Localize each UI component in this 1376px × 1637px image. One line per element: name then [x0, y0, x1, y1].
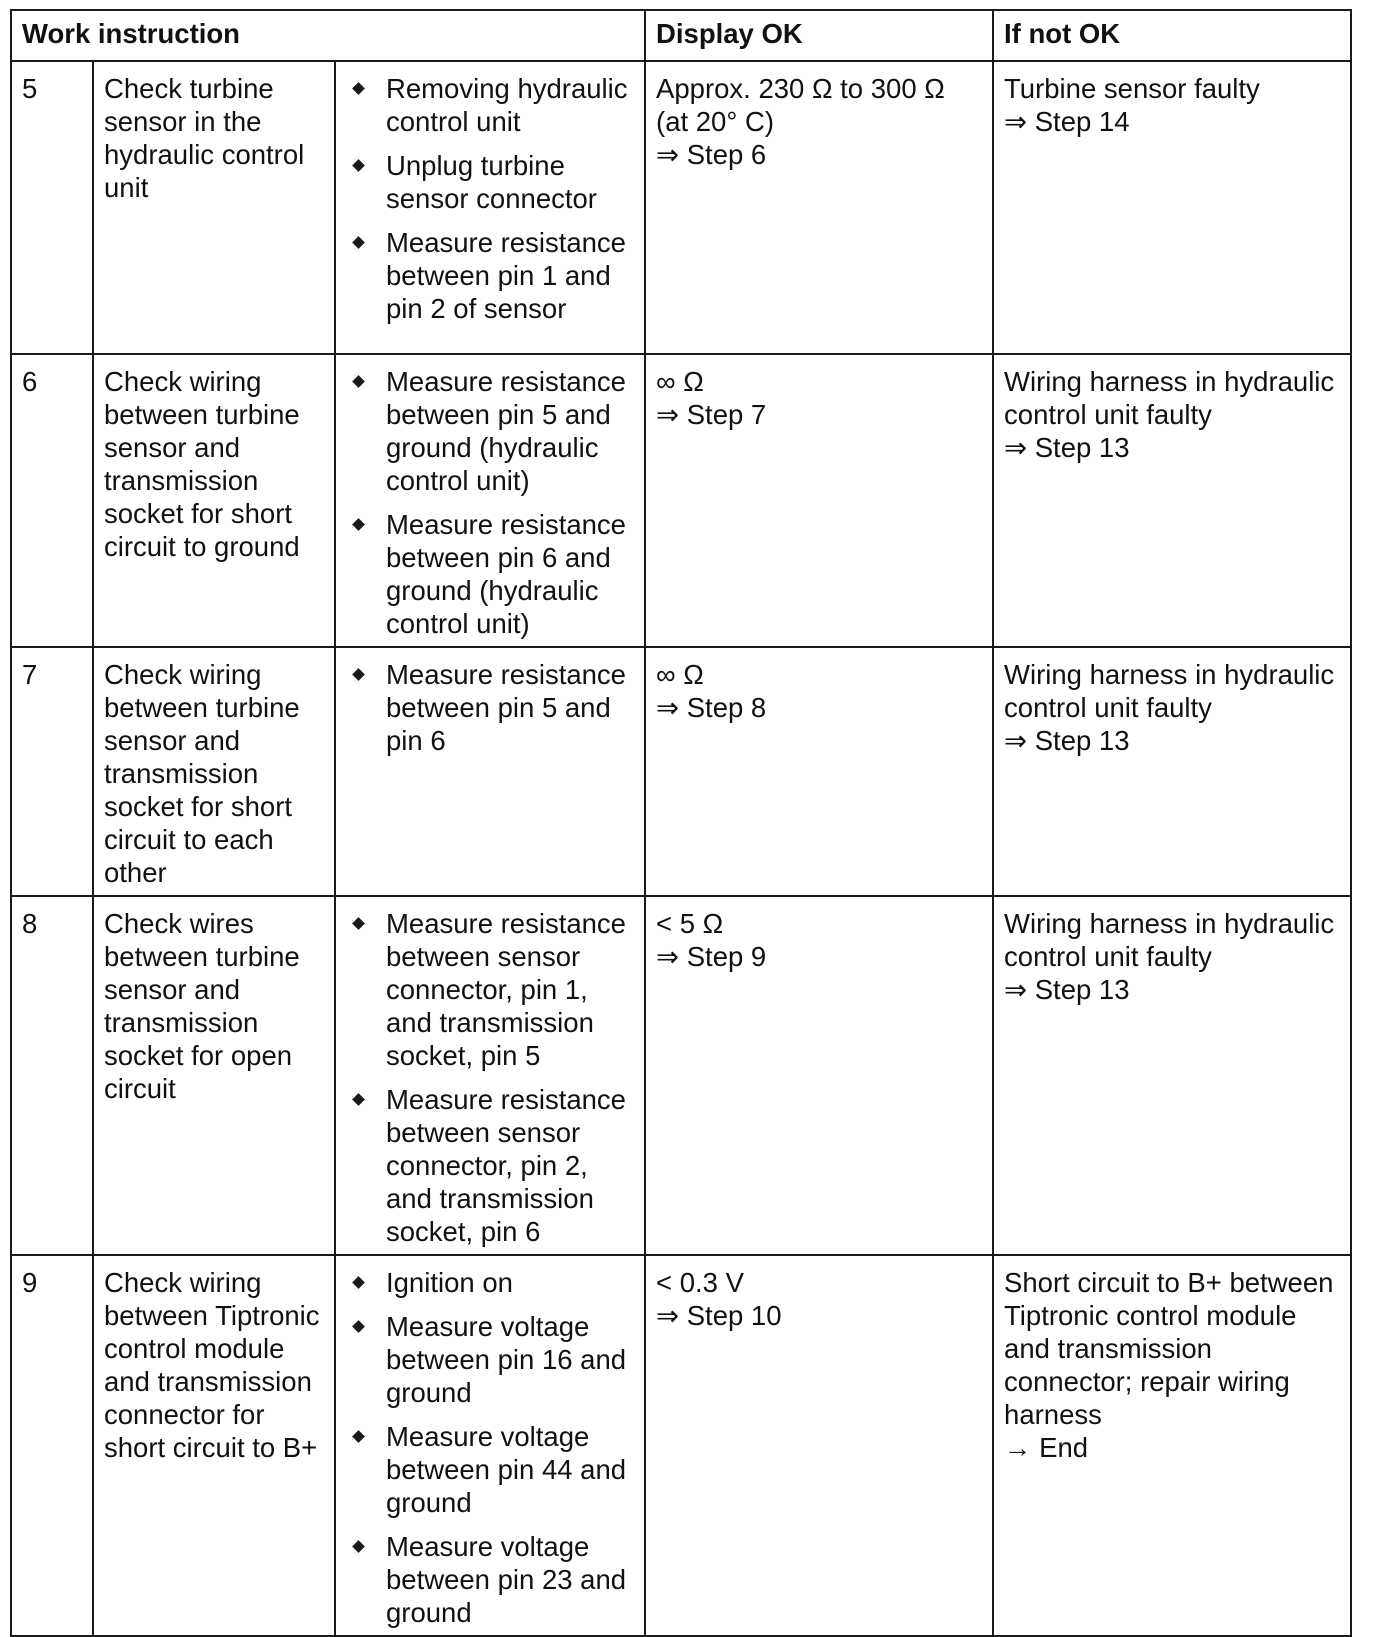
instruction-list [346, 1266, 634, 1629]
header-display-ok: Display OK [645, 10, 993, 61]
diamond-bullet-icon [352, 82, 365, 95]
step-number: 5 [11, 61, 93, 354]
instruction-list-cell [335, 647, 645, 896]
table-row [11, 896, 1351, 1255]
not-ok-next-step: → End [1004, 1432, 1089, 1463]
not-ok-cell [993, 354, 1351, 647]
ok-next-step: ⇒ Step 10 [656, 1300, 782, 1331]
step-number: 9 [11, 1255, 93, 1636]
diamond-bullet-icon [352, 518, 365, 531]
instruction-list [346, 72, 634, 325]
ok-value: ∞ Ω [656, 659, 704, 690]
header-row [11, 10, 1351, 61]
not-ok-next-step: ⇒ Step 13 [1004, 725, 1130, 756]
ok-value: Approx. 230 Ω to 300 Ω (at 20° C) [656, 73, 945, 137]
not-ok-cell [993, 61, 1351, 354]
list-item: Measure resistance between sensor connector, pin 1, and transmission socket, pin 5 [346, 907, 634, 1072]
display-ok-cell [645, 896, 993, 1255]
ok-next-step: ⇒ Step 6 [656, 139, 767, 170]
step-number: 7 [11, 647, 93, 896]
header-if-not-ok: If not OK [993, 10, 1351, 61]
check-description: Check wiring between Tiptronic control module and transmission connector for short circuit to B+ [93, 1255, 335, 1636]
diamond-bullet-icon [352, 668, 365, 681]
diamond-bullet-icon [352, 1276, 365, 1289]
check-description: Check wiring between turbine sensor and transmission socket for short circuit to ground [93, 354, 335, 647]
instruction-list-cell [335, 896, 645, 1255]
ok-next-step: ⇒ Step 9 [656, 941, 767, 972]
not-ok-cell [993, 896, 1351, 1255]
not-ok-text: Wiring harness in hydraulic control unit faulty [1004, 659, 1335, 723]
diamond-bullet-icon [352, 375, 365, 388]
instruction-list [346, 907, 634, 1248]
diamond-bullet-icon [352, 1093, 365, 1106]
ok-next-step: ⇒ Step 7 [656, 399, 767, 430]
display-ok-cell [645, 1255, 993, 1636]
check-description: Check wires between turbine sensor and transmission socket for open circuit [93, 896, 335, 1255]
instruction-list [346, 658, 634, 757]
step-number: 8 [11, 896, 93, 1255]
display-ok-cell [645, 647, 993, 896]
diamond-bullet-icon [352, 917, 365, 930]
table-row [11, 354, 1351, 647]
work-instruction-table [10, 9, 1352, 1637]
list-item: Measure resistance between pin 5 and pin 6 [346, 658, 634, 757]
diamond-bullet-icon [352, 1320, 365, 1333]
ok-value: ∞ Ω [656, 366, 704, 397]
not-ok-next-step: ⇒ Step 13 [1004, 432, 1130, 463]
list-item: Measure resistance between sensor connector, pin 2, and transmission socket, pin 6 [346, 1083, 634, 1248]
list-item: Unplug turbine sensor connector [346, 149, 634, 215]
ok-value: < 0.3 V [656, 1267, 744, 1298]
check-description: Check wiring between turbine sensor and transmission socket for short circuit to each other [93, 647, 335, 896]
ok-next-step: ⇒ Step 8 [656, 692, 767, 723]
header-work-instruction: Work instruction [11, 10, 645, 61]
instruction-list-cell [335, 354, 645, 647]
diamond-bullet-icon [352, 1540, 365, 1553]
diamond-bullet-icon [352, 1430, 365, 1443]
table-row [11, 61, 1351, 354]
diamond-bullet-icon [352, 236, 365, 249]
ok-value: < 5 Ω [656, 908, 724, 939]
not-ok-text: Short circuit to B+ between Tiptronic control module and transmission connector; repair wiring harness [1004, 1267, 1334, 1430]
not-ok-text: Turbine sensor faulty [1004, 73, 1260, 104]
not-ok-text: Wiring harness in hydraulic control unit faulty [1004, 908, 1335, 972]
list-item: Measure resistance between pin 5 and ground (hydraulic control unit) [346, 365, 634, 497]
display-ok-cell [645, 61, 993, 354]
not-ok-cell [993, 647, 1351, 896]
table-row [11, 647, 1351, 896]
table-row [11, 1255, 1351, 1636]
step-number: 6 [11, 354, 93, 647]
instruction-list-cell [335, 1255, 645, 1636]
instruction-list [346, 365, 634, 640]
diamond-bullet-icon [352, 159, 365, 172]
not-ok-text: Wiring harness in hydraulic control unit faulty [1004, 366, 1335, 430]
not-ok-next-step: ⇒ Step 14 [1004, 106, 1130, 137]
not-ok-next-step: ⇒ Step 13 [1004, 974, 1130, 1005]
instruction-list-cell [335, 61, 645, 354]
list-item: Removing hydraulic control unit [346, 72, 634, 138]
list-item: Measure voltage between pin 44 and ground [346, 1420, 634, 1519]
list-item: Measure resistance between pin 6 and ground (hydraulic control unit) [346, 508, 634, 640]
list-item: Measure voltage between pin 16 and ground [346, 1310, 634, 1409]
display-ok-cell [645, 354, 993, 647]
list-item: Measure voltage between pin 23 and ground [346, 1530, 634, 1629]
list-item: Ignition on [346, 1266, 634, 1299]
not-ok-cell [993, 1255, 1351, 1636]
check-description: Check turbine sensor in the hydraulic control unit [93, 61, 335, 354]
list-item: Measure resistance between pin 1 and pin 2 of sensor [346, 226, 634, 325]
